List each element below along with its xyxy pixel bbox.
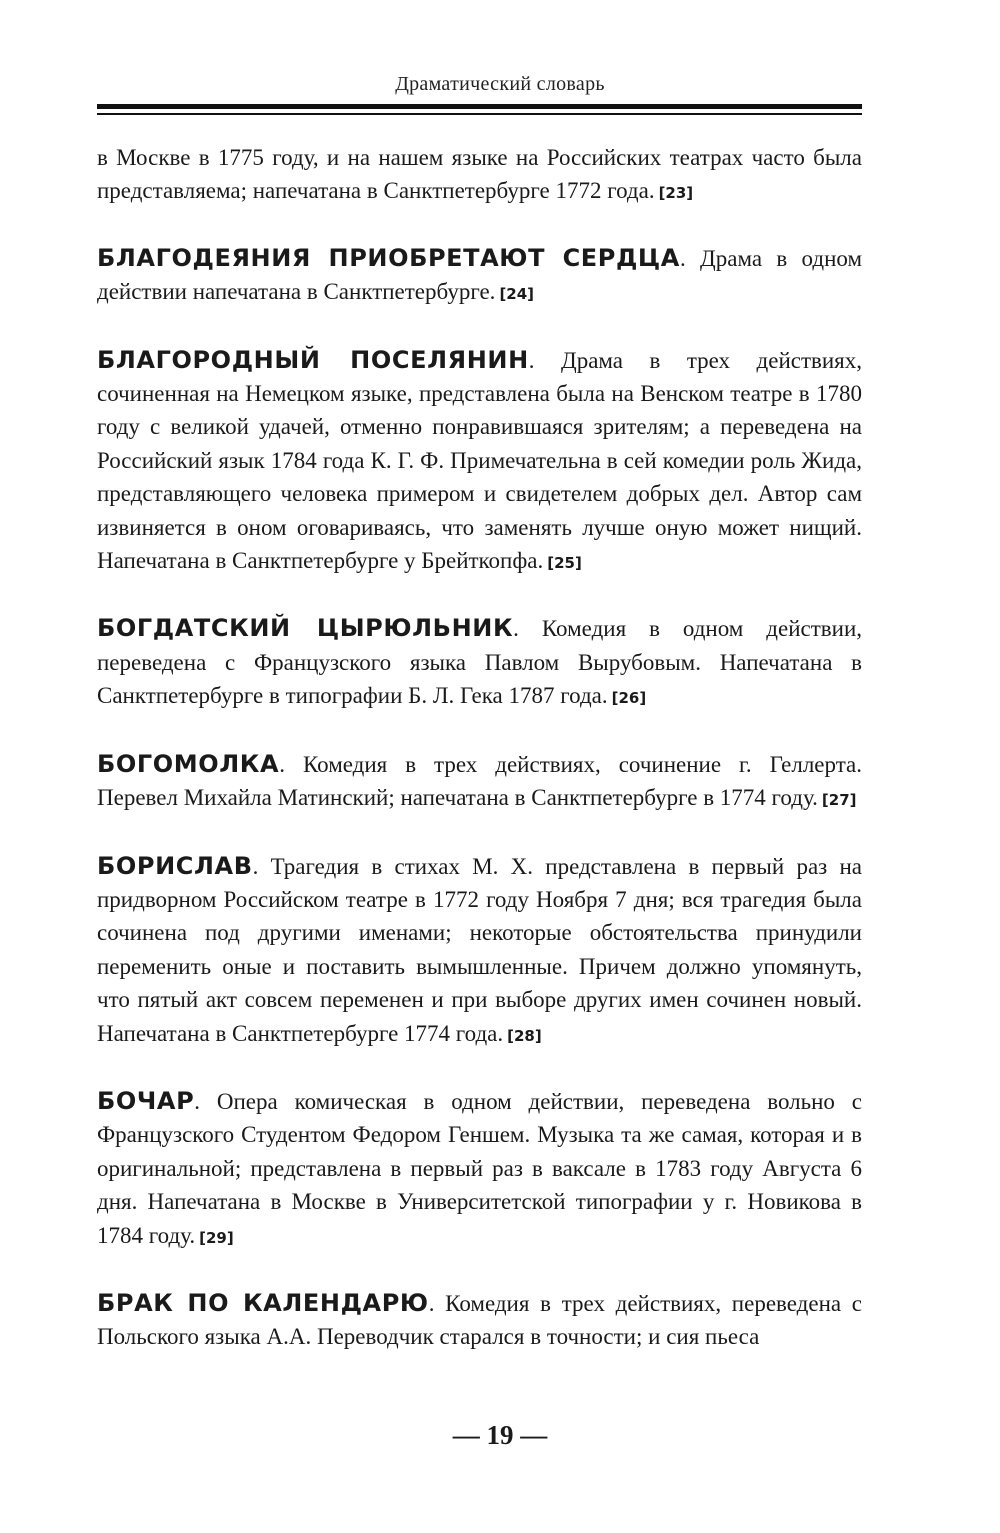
entry-text: Опера комическая в одном действии, переведена вольно с Французского Студентом Федором Геншем. Музыка та же самая, которая и в оригинальной; представлена в первый раз в ваксале в 1783 году Августа 6 дня. Напечатана в Москве в Университетской типографии у г. Новикова в 1784 году. bbox=[97, 1088, 862, 1248]
entry-text: Комедия в трех действиях, сочинение г. Геллерта. Перевел Михайла Матинский; напечатана в Санктпетербурге в 1774 году. bbox=[97, 751, 862, 811]
entry-text: Драма в трех действиях, сочиненная на Немецком языке, представлена была на Венском театре в 1780 году с великой удачей, отменно понравившаяся зрителям; а переведена на Российский язык 1784 года К. Г. Ф. Примечательна в сей комедии роль Жида, представляющего человека примером и свидетелем добрых дел. Автор сам извиняется в оном оговариваясь, что заменять лучше оную может нищий. Напечатана в Санктпетербурге у Брейткопфа. bbox=[97, 347, 863, 574]
note-reference[interactable]: [25] bbox=[547, 554, 582, 573]
page-body bbox=[97, 141, 862, 1386]
entry-separator: . bbox=[679, 245, 701, 271]
header-rule-thick bbox=[97, 104, 862, 109]
note-reference[interactable]: [29] bbox=[199, 1228, 234, 1247]
entry-separator: . bbox=[252, 853, 271, 879]
entry-headword: БОРИСЛАВ bbox=[97, 851, 253, 880]
entry-text: в Москве в 1775 году, и на нашем языке на Российских театрах часто была представляема; напечатана в Санктпетербурге 1772 года. bbox=[97, 145, 862, 204]
entry-text: Трагедия в стихах М. Х. представлена в первый раз на придворном Российском театре в 1772 году Ноября 7 дня; вся трагедия была сочинена под другими именами; некоторые обстоятельства принудили переменить оные и поставить вымышленные. Причем должно упомянуть, что пятый акт совсем переменен и при выборе других имен сочинен новый. Напечатана в Санктпетербурге 1774 года. bbox=[97, 853, 863, 1046]
entry-headword: БОГДАТСКИЙ ЦЫРЮЛЬНИК bbox=[97, 614, 514, 643]
header-rule-thin bbox=[97, 113, 862, 115]
note-reference[interactable]: [28] bbox=[507, 1026, 542, 1045]
entry-headword: БЛАГОДЕЯНИЯ ПРИОБРЕТАЮТ СЕРДЦА bbox=[97, 243, 680, 272]
entry-blagorodny-poselyanin bbox=[97, 344, 862, 581]
entry-separator: . bbox=[194, 1088, 217, 1114]
entry-separator: . bbox=[428, 1290, 446, 1316]
note-reference[interactable]: [26] bbox=[611, 689, 647, 708]
note-reference[interactable]: [27] bbox=[821, 791, 857, 810]
entry-headword: БЛАГОРОДНЫЙ ПОСЕЛЯНИН bbox=[97, 345, 529, 374]
entry-borislav bbox=[97, 850, 862, 1053]
entry-separator: . bbox=[513, 616, 542, 642]
entry-headword: БОЧАР bbox=[97, 1086, 195, 1115]
entry-bogomolka bbox=[97, 748, 862, 818]
entry-separator: . bbox=[528, 347, 561, 373]
entry-separator: . bbox=[279, 751, 303, 777]
entry-text: Драма в одном действии напечатана в Санктпетербурге. bbox=[97, 245, 862, 305]
entry-continuation bbox=[97, 141, 862, 211]
entry-bogdatsky-tsyrulnik bbox=[97, 612, 862, 715]
running-head: Драматический словарь bbox=[395, 73, 605, 95]
entry-brak-po-kalendaryu bbox=[97, 1287, 862, 1354]
entry-text: Комедия в одном действии, переведена с Французского языка Павлом Вырубовым. Напечатана в Санктпетербурге в типографии Б. Л. Гека 1787 года. bbox=[97, 616, 863, 709]
entry-text: Комедия в трех действиях, переведена с Польского языка А.А. Переводчик старался в точности; и сия пьеса bbox=[97, 1290, 862, 1350]
note-reference[interactable]: [23] bbox=[658, 184, 694, 203]
entry-bochar bbox=[97, 1085, 862, 1255]
entry-headword: БОГОМОЛКА bbox=[97, 749, 280, 778]
entry-blagodeyaniya bbox=[97, 242, 862, 312]
page-number: — 19 — bbox=[452, 1420, 548, 1450]
entry-headword: БРАК ПО КАЛЕНДАРЮ bbox=[97, 1288, 429, 1317]
note-reference[interactable]: [24] bbox=[499, 285, 535, 304]
